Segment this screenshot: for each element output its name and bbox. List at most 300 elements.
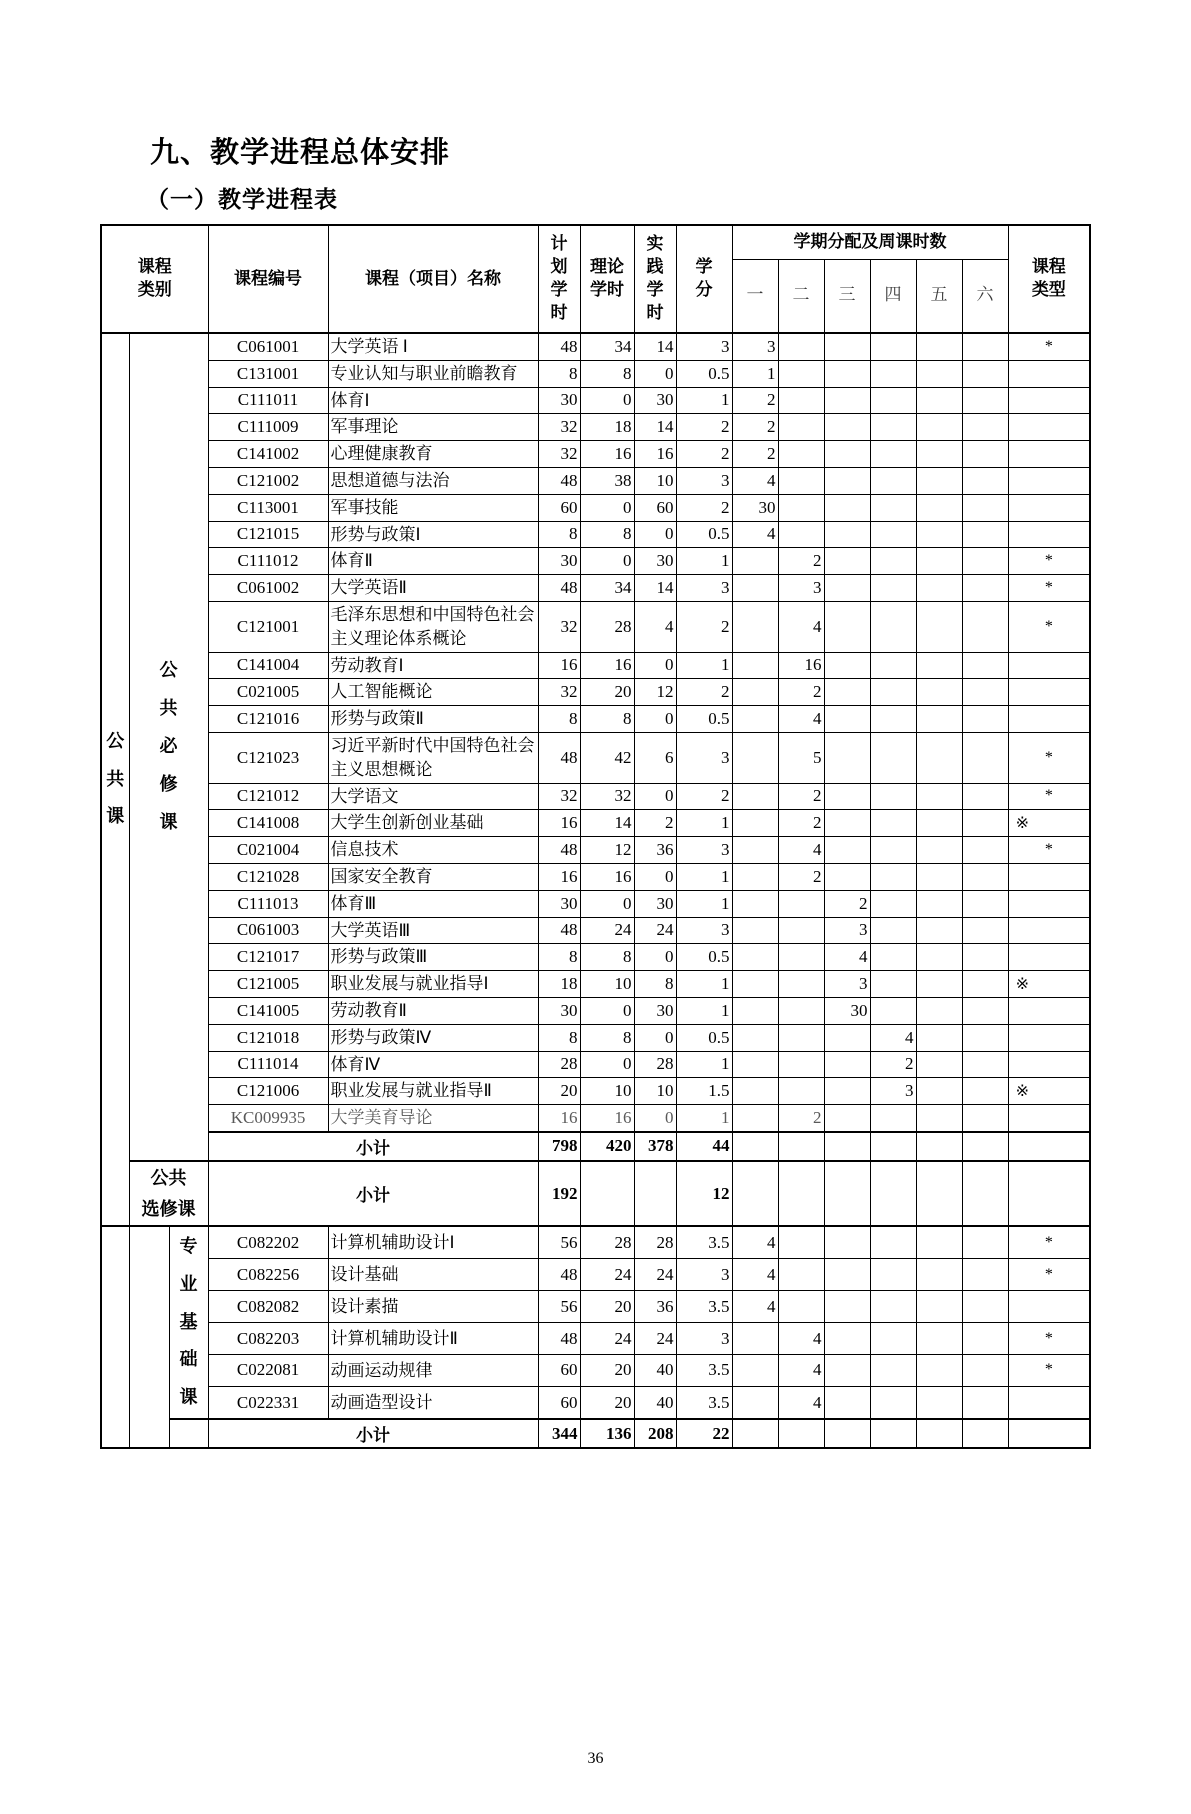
theory-hours-cell: 16 xyxy=(580,441,634,468)
semester-6-cell xyxy=(962,1078,1008,1105)
course-code: C121016 xyxy=(208,706,328,733)
semester-3-cell xyxy=(824,414,870,441)
practice-hours-cell: 0 xyxy=(634,360,676,387)
plan-hours-cell: 32 xyxy=(538,679,580,706)
practice-hours-cell: 0 xyxy=(634,944,676,971)
credits-cell: 1 xyxy=(676,971,732,998)
theory-hours-cell: 8 xyxy=(580,521,634,548)
semester-6-cell xyxy=(962,1259,1008,1291)
semester-4-cell xyxy=(870,679,916,706)
practice-hours-cell: 10 xyxy=(634,1078,676,1105)
course-row xyxy=(101,441,1090,468)
semester-3-cell xyxy=(824,1323,870,1355)
credits-cell: 3.5 xyxy=(676,1355,732,1387)
credits-cell: 3 xyxy=(676,732,732,783)
credits-cell: 1 xyxy=(676,1051,732,1078)
course-name: 形势与政策Ⅰ xyxy=(328,521,538,548)
semester-3-cell xyxy=(824,732,870,783)
subtotal-credits: 44 xyxy=(676,1132,732,1161)
semester-6-cell xyxy=(962,1161,1008,1226)
semester-2-cell: 2 xyxy=(778,679,824,706)
course-name: 劳动教育Ⅱ xyxy=(328,997,538,1024)
semester-4-cell xyxy=(870,1386,916,1419)
theory-hours-cell: 20 xyxy=(580,679,634,706)
course-type-cell xyxy=(1008,890,1090,917)
course-row xyxy=(101,837,1090,864)
semester-5-cell xyxy=(916,1386,962,1419)
course-type-cell xyxy=(1008,1105,1090,1132)
course-code: C141004 xyxy=(208,652,328,679)
semester-6-cell xyxy=(962,387,1008,414)
semester-4-cell xyxy=(870,997,916,1024)
semester-4-cell xyxy=(870,1291,916,1323)
semester-6-cell xyxy=(962,837,1008,864)
semester-5-cell xyxy=(916,837,962,864)
practice-hours-cell: 40 xyxy=(634,1355,676,1387)
plan-hours-cell: 30 xyxy=(538,890,580,917)
practice-hours-cell: 0 xyxy=(634,783,676,810)
semester-4-cell xyxy=(870,971,916,998)
course-name: 形势与政策Ⅲ xyxy=(328,944,538,971)
plan-hours-cell: 60 xyxy=(538,1355,580,1387)
course-row xyxy=(101,810,1090,837)
semester-5-cell xyxy=(916,679,962,706)
semester-2-cell xyxy=(778,997,824,1024)
semester-2-cell: 2 xyxy=(778,810,824,837)
course-row xyxy=(101,679,1090,706)
theory-hours-cell: 28 xyxy=(580,601,634,652)
practice-hours-cell: 30 xyxy=(634,548,676,575)
course-type-cell xyxy=(1008,997,1090,1024)
plan-hours-cell: 48 xyxy=(538,732,580,783)
semester-1-cell: 2 xyxy=(732,414,778,441)
semester-3-cell xyxy=(824,1161,870,1226)
semester-1-cell xyxy=(732,575,778,602)
semester-3-cell xyxy=(824,333,870,360)
plan-hours-cell: 8 xyxy=(538,521,580,548)
semester-2-cell xyxy=(778,521,824,548)
semester-5-cell xyxy=(916,601,962,652)
semester-1-cell xyxy=(732,863,778,890)
semester-2-cell xyxy=(778,387,824,414)
course-type-cell: * xyxy=(1008,1323,1090,1355)
semester-3-cell xyxy=(824,1291,870,1323)
semester-1-cell xyxy=(732,837,778,864)
semester-3-cell xyxy=(824,1386,870,1419)
semester-3-cell xyxy=(824,548,870,575)
semester-2-cell: 2 xyxy=(778,783,824,810)
plan-hours-cell: 56 xyxy=(538,1226,580,1259)
semester-5-cell xyxy=(916,1078,962,1105)
semester-2-cell xyxy=(778,1024,824,1051)
practice-hours-cell: 10 xyxy=(634,467,676,494)
semester-5-cell xyxy=(916,944,962,971)
semester-1-cell: 4 xyxy=(732,521,778,548)
semester-1-cell xyxy=(732,1132,778,1161)
semester-1-cell: 3 xyxy=(732,333,778,360)
semester-2-cell xyxy=(778,360,824,387)
course-code: C082082 xyxy=(208,1291,328,1323)
semester-4-cell xyxy=(870,1105,916,1132)
theory-hours-cell: 18 xyxy=(580,414,634,441)
course-name: 大学英语Ⅲ xyxy=(328,917,538,944)
plan-hours-cell: 48 xyxy=(538,837,580,864)
plan-hours-cell: 32 xyxy=(538,783,580,810)
semester-2-cell xyxy=(778,917,824,944)
subtotal-practice-hours xyxy=(634,1161,676,1226)
credits-cell: 3 xyxy=(676,917,732,944)
semester-6-cell xyxy=(962,1386,1008,1419)
credits-cell: 2 xyxy=(676,783,732,810)
header-semester-3: 三 xyxy=(824,259,870,333)
semester-3-cell xyxy=(824,810,870,837)
practice-hours-cell: 0 xyxy=(634,1024,676,1051)
course-type-cell xyxy=(1008,387,1090,414)
semester-1-cell xyxy=(732,548,778,575)
course-row xyxy=(101,601,1090,652)
semester-3-cell xyxy=(824,575,870,602)
course-code: KC009935 xyxy=(208,1105,328,1132)
semester-4-cell xyxy=(870,601,916,652)
course-code: C111014 xyxy=(208,1051,328,1078)
course-type-cell: * xyxy=(1008,575,1090,602)
semester-6-cell xyxy=(962,997,1008,1024)
semester-1-cell xyxy=(732,997,778,1024)
course-name: 体育Ⅲ xyxy=(328,890,538,917)
semester-3-cell: 30 xyxy=(824,997,870,1024)
semester-5-cell xyxy=(916,1051,962,1078)
semester-6-cell xyxy=(962,783,1008,810)
course-type-cell: * xyxy=(1008,548,1090,575)
semester-3-cell xyxy=(824,1132,870,1161)
plan-hours-cell: 48 xyxy=(538,1323,580,1355)
theory-hours-cell: 24 xyxy=(580,1259,634,1291)
semester-2-cell xyxy=(778,971,824,998)
semester-4-cell xyxy=(870,441,916,468)
practice-hours-cell: 0 xyxy=(634,863,676,890)
credits-cell: 1.5 xyxy=(676,1078,732,1105)
course-type-cell xyxy=(1008,944,1090,971)
semester-4-cell xyxy=(870,333,916,360)
semester-6-cell xyxy=(962,652,1008,679)
course-name: 毛泽东思想和中国特色社会主义理论体系概论 xyxy=(328,601,538,652)
semester-6-cell xyxy=(962,1051,1008,1078)
semester-6-cell xyxy=(962,467,1008,494)
semester-1-cell xyxy=(732,917,778,944)
semester-4-cell xyxy=(870,387,916,414)
subtotal-practice-hours: 378 xyxy=(634,1132,676,1161)
course-name: 体育Ⅱ xyxy=(328,548,538,575)
practice-hours-cell: 36 xyxy=(634,837,676,864)
theory-hours-cell: 8 xyxy=(580,706,634,733)
category-public-required-courses: 公 共 必 修 课 xyxy=(129,333,208,1161)
course-type-cell xyxy=(1008,706,1090,733)
plan-hours-cell: 8 xyxy=(538,944,580,971)
plan-hours-cell: 32 xyxy=(538,601,580,652)
plan-hours-cell: 48 xyxy=(538,333,580,360)
theory-hours-cell: 20 xyxy=(580,1291,634,1323)
semester-3-cell xyxy=(824,652,870,679)
course-type-cell: * xyxy=(1008,1259,1090,1291)
semester-3-cell: 3 xyxy=(824,971,870,998)
semester-6-cell xyxy=(962,521,1008,548)
course-name: 形势与政策Ⅱ xyxy=(328,706,538,733)
course-code: C121005 xyxy=(208,971,328,998)
semester-3-cell: 3 xyxy=(824,917,870,944)
semester-5-cell xyxy=(916,575,962,602)
semester-3-cell xyxy=(824,441,870,468)
course-code: C021005 xyxy=(208,679,328,706)
category-middle-empty xyxy=(129,1226,169,1448)
semester-6-cell xyxy=(962,1323,1008,1355)
course-row xyxy=(101,387,1090,414)
semester-3-cell xyxy=(824,1419,870,1448)
semester-4-cell xyxy=(870,917,916,944)
course-row xyxy=(101,494,1090,521)
semester-1-cell xyxy=(732,1161,778,1226)
plan-hours-cell: 16 xyxy=(538,810,580,837)
theory-hours-cell: 8 xyxy=(580,944,634,971)
semester-6-cell xyxy=(962,706,1008,733)
semester-6-cell xyxy=(962,732,1008,783)
plan-hours-cell: 30 xyxy=(538,548,580,575)
course-name: 动画造型设计 xyxy=(328,1386,538,1419)
semester-2-cell: 4 xyxy=(778,1323,824,1355)
semester-6-cell xyxy=(962,810,1008,837)
course-type-cell: ※ xyxy=(1008,810,1090,837)
semester-2-cell: 2 xyxy=(778,548,824,575)
semester-5-cell xyxy=(916,706,962,733)
semester-3-cell xyxy=(824,601,870,652)
semester-6-cell xyxy=(962,333,1008,360)
course-name: 专业认知与职业前瞻教育 xyxy=(328,360,538,387)
course-type-cell xyxy=(1008,863,1090,890)
semester-1-cell: 2 xyxy=(732,387,778,414)
semester-5-cell xyxy=(916,863,962,890)
course-row xyxy=(101,1291,1090,1323)
credits-cell: 1 xyxy=(676,1105,732,1132)
course-type-cell xyxy=(1008,652,1090,679)
practice-hours-cell: 30 xyxy=(634,387,676,414)
semester-6-cell xyxy=(962,1105,1008,1132)
theory-hours-cell: 16 xyxy=(580,863,634,890)
semester-3-cell xyxy=(824,863,870,890)
semester-6-cell xyxy=(962,441,1008,468)
plan-hours-cell: 32 xyxy=(538,414,580,441)
semester-3-cell xyxy=(824,706,870,733)
subtotal-row-public-elective xyxy=(101,1161,1090,1226)
theory-hours-cell: 32 xyxy=(580,783,634,810)
practice-hours-cell: 4 xyxy=(634,601,676,652)
semester-4-cell xyxy=(870,414,916,441)
theory-hours-cell: 12 xyxy=(580,837,634,864)
semester-5-cell xyxy=(916,1132,962,1161)
course-type-cell xyxy=(1008,441,1090,468)
practice-hours-cell: 60 xyxy=(634,494,676,521)
semester-6-cell xyxy=(962,1132,1008,1161)
plan-hours-cell: 8 xyxy=(538,360,580,387)
semester-4-cell xyxy=(870,521,916,548)
course-name: 国家安全教育 xyxy=(328,863,538,890)
credits-cell: 1 xyxy=(676,890,732,917)
course-code: C111011 xyxy=(208,387,328,414)
table-header-row-1 xyxy=(101,225,1090,259)
subtotal-credits: 12 xyxy=(676,1161,732,1226)
plan-hours-cell: 30 xyxy=(538,387,580,414)
header-credits: 学 分 xyxy=(676,225,732,333)
header-semester-allocation-group: 学期分配及周课时数 xyxy=(732,225,1008,259)
practice-hours-cell: 0 xyxy=(634,521,676,548)
course-code: C082202 xyxy=(208,1226,328,1259)
practice-hours-cell: 36 xyxy=(634,1291,676,1323)
course-code: C121023 xyxy=(208,732,328,783)
subtotal-theory-hours: 420 xyxy=(580,1132,634,1161)
semester-5-cell xyxy=(916,494,962,521)
semester-1-cell: 2 xyxy=(732,441,778,468)
semester-1-cell xyxy=(732,1323,778,1355)
course-row xyxy=(101,1078,1090,1105)
semester-1-cell: 30 xyxy=(732,494,778,521)
semester-3-cell xyxy=(824,387,870,414)
semester-2-cell xyxy=(778,1078,824,1105)
course-type-cell xyxy=(1008,679,1090,706)
page-title: 九、教学进程总体安排 xyxy=(150,137,451,169)
course-type-cell xyxy=(1008,360,1090,387)
credits-cell: 2 xyxy=(676,679,732,706)
credits-cell: 3 xyxy=(676,837,732,864)
plan-hours-cell: 18 xyxy=(538,971,580,998)
plan-hours-cell: 16 xyxy=(538,1105,580,1132)
subtotal-credits: 22 xyxy=(676,1419,732,1448)
practice-hours-cell: 2 xyxy=(634,810,676,837)
course-name: 大学英语 Ⅰ xyxy=(328,333,538,360)
plan-hours-cell: 48 xyxy=(538,575,580,602)
practice-hours-cell: 14 xyxy=(634,414,676,441)
semester-1-cell xyxy=(732,944,778,971)
semester-2-cell xyxy=(778,944,824,971)
credits-cell: 1 xyxy=(676,810,732,837)
credits-cell: 1 xyxy=(676,387,732,414)
subtotal-label: 小计 xyxy=(208,1161,538,1226)
theory-hours-cell: 0 xyxy=(580,1051,634,1078)
category-major-foundation-courses: 专 业 基 础 课 xyxy=(169,1226,208,1419)
semester-2-cell: 4 xyxy=(778,1355,824,1387)
semester-1-cell xyxy=(732,1024,778,1051)
course-name: 设计素描 xyxy=(328,1291,538,1323)
header-semester-6: 六 xyxy=(962,259,1008,333)
practice-hours-cell: 40 xyxy=(634,1386,676,1419)
semester-5-cell xyxy=(916,1291,962,1323)
semester-4-cell xyxy=(870,1226,916,1259)
subtotal-row-public-required xyxy=(101,1132,1090,1161)
theory-hours-cell: 8 xyxy=(580,1024,634,1051)
header-course-name: 课程（项目）名称 xyxy=(328,225,538,333)
course-code: C111009 xyxy=(208,414,328,441)
course-code: C021004 xyxy=(208,837,328,864)
course-row xyxy=(101,944,1090,971)
theory-hours-cell: 38 xyxy=(580,467,634,494)
semester-6-cell xyxy=(962,944,1008,971)
course-row xyxy=(101,1051,1090,1078)
plan-hours-cell: 16 xyxy=(538,863,580,890)
header-plan-hours: 计 划 学 时 xyxy=(538,225,580,333)
semester-2-cell xyxy=(778,890,824,917)
course-type-cell xyxy=(1008,1024,1090,1051)
practice-hours-cell: 16 xyxy=(634,441,676,468)
course-type-cell xyxy=(1008,414,1090,441)
theory-hours-cell: 20 xyxy=(580,1355,634,1387)
credits-cell: 1 xyxy=(676,997,732,1024)
credits-cell: 2 xyxy=(676,601,732,652)
theory-hours-cell: 28 xyxy=(580,1226,634,1259)
plan-hours-cell: 60 xyxy=(538,494,580,521)
course-code: C061003 xyxy=(208,917,328,944)
practice-hours-cell: 0 xyxy=(634,706,676,733)
header-course-type: 课程 类型 xyxy=(1008,225,1090,333)
theory-hours-cell: 10 xyxy=(580,971,634,998)
semester-2-cell: 4 xyxy=(778,706,824,733)
semester-6-cell xyxy=(962,575,1008,602)
semester-2-cell: 3 xyxy=(778,575,824,602)
course-row xyxy=(101,467,1090,494)
semester-2-cell: 2 xyxy=(778,863,824,890)
theory-hours-cell: 20 xyxy=(580,1386,634,1419)
credits-cell: 2 xyxy=(676,494,732,521)
credits-cell: 1 xyxy=(676,548,732,575)
course-type-cell: ※ xyxy=(1008,1078,1090,1105)
semester-5-cell xyxy=(916,997,962,1024)
semester-1-cell xyxy=(732,1419,778,1448)
category-public-courses: 公 共 课 xyxy=(101,333,129,1226)
semester-2-cell xyxy=(778,1132,824,1161)
course-type-cell: * xyxy=(1008,783,1090,810)
semester-4-cell xyxy=(870,1259,916,1291)
plan-hours-cell: 48 xyxy=(538,1259,580,1291)
course-row xyxy=(101,997,1090,1024)
semester-1-cell xyxy=(732,971,778,998)
semester-3-cell xyxy=(824,1226,870,1259)
course-code: C061002 xyxy=(208,575,328,602)
practice-hours-cell: 28 xyxy=(634,1051,676,1078)
header-semester-4: 四 xyxy=(870,259,916,333)
header-semester-5: 五 xyxy=(916,259,962,333)
credits-cell: 0.5 xyxy=(676,521,732,548)
course-name: 设计基础 xyxy=(328,1259,538,1291)
semester-4-cell xyxy=(870,1355,916,1387)
plan-hours-cell: 8 xyxy=(538,1024,580,1051)
course-type-cell xyxy=(1008,1051,1090,1078)
course-row xyxy=(101,333,1090,360)
theory-hours-cell: 34 xyxy=(580,333,634,360)
course-name: 形势与政策Ⅳ xyxy=(328,1024,538,1051)
semester-3-cell: 2 xyxy=(824,890,870,917)
course-type-cell xyxy=(1008,1419,1090,1448)
plan-hours-cell: 48 xyxy=(538,467,580,494)
semester-4-cell xyxy=(870,783,916,810)
semester-4-cell xyxy=(870,1132,916,1161)
semester-4-cell xyxy=(870,1419,916,1448)
course-type-cell: * xyxy=(1008,1355,1090,1387)
semester-5-cell xyxy=(916,732,962,783)
course-type-cell xyxy=(1008,917,1090,944)
subtotal-plan-hours: 192 xyxy=(538,1161,580,1226)
course-row xyxy=(101,890,1090,917)
semester-2-cell xyxy=(778,467,824,494)
semester-5-cell xyxy=(916,1024,962,1051)
practice-hours-cell: 8 xyxy=(634,971,676,998)
course-name: 习近平新时代中国特色社会主义思想概论 xyxy=(328,732,538,783)
course-row xyxy=(101,521,1090,548)
